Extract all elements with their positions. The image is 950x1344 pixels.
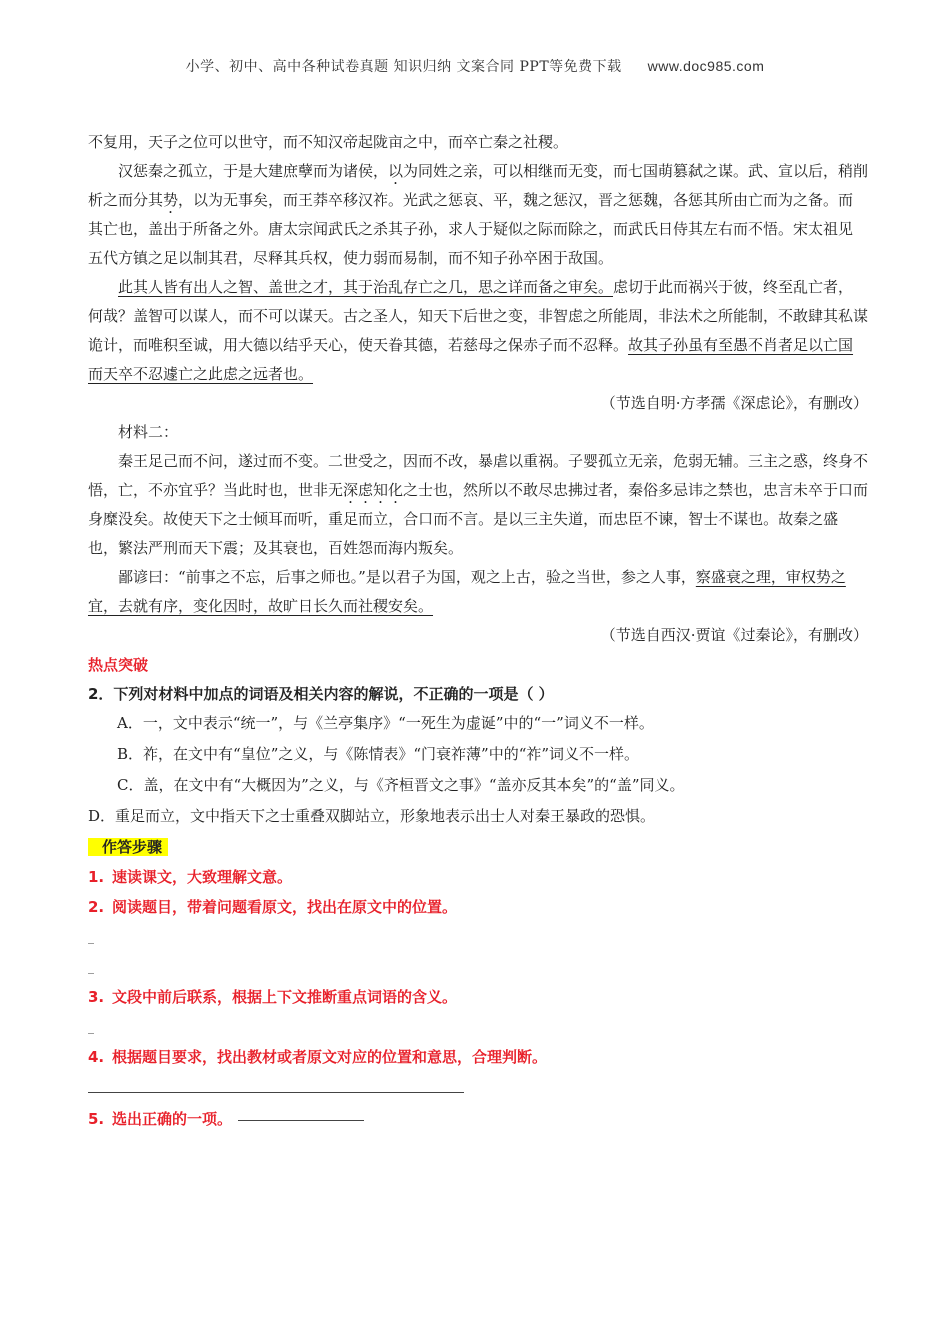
step-number: 5. (88, 1110, 105, 1128)
underlined-sentence: 察盛衰之理，审权势之宜，去就有序，变化因时，故旷日长久而社稷安矣。 (88, 568, 846, 615)
step-number: 3. (88, 988, 105, 1006)
option-d: D．重足而立，文中指天下之士重叠双脚站立，形象地表示出士人对秦王暴政的恐惧。 (88, 807, 656, 825)
steps-title: 作答步骤 (88, 838, 168, 856)
step-text: 速读课文，大致理解文意。 (112, 868, 293, 886)
header-url[interactable]: www.doc985.com (647, 58, 765, 74)
text-run: 鄙谚曰：“前事之不忘，后事之师也。”是以君子为国，观之上古，验之当世，参之人事， (118, 568, 696, 586)
passage1-source: （节选自明·方孝孺《深虑论》，有删改） (600, 394, 868, 412)
step-2 (88, 892, 868, 922)
question-stem: 2．下列对材料中加点的词语及相关内容的解说，不正确的一项是（ ） (88, 685, 554, 703)
answer-blank[interactable]: _ (88, 960, 94, 974)
option-c: C．盖，在文中有“大概因为”之义，与《齐桓晋文之事》“盖亦反其本矣”的“盖”同义。 (117, 776, 685, 794)
dotted-char: 重 (328, 510, 344, 528)
section-title: 热点突破 (88, 656, 149, 674)
dotted-char: 而 (358, 510, 374, 528)
header-text: 小学、初中、高中各种试卷真题 知识归纳 文案合同 PPT等免费下载 (185, 59, 622, 75)
document-body (88, 128, 868, 1134)
passage1-paragraph3 (88, 273, 868, 389)
step-text: 根据题目要求，找出教材或者原文对应的位置和意思，合理判断。 (112, 1048, 548, 1066)
page-header (0, 56, 950, 76)
step-number: 4. (88, 1048, 105, 1066)
steps-title-row (88, 832, 868, 862)
answer-line-row (88, 1072, 868, 1104)
step-3 (88, 982, 868, 1012)
step-4 (88, 1042, 868, 1072)
passage1-line0: 不复用，天子之位可以世守，而不知汉帝起陇亩之中，而卒亡秦之社稷。 (88, 133, 569, 151)
text-run: 。光武之惩哀、平，魏之惩汉，晋之惩魏，各惩其所由亡而为之备。而其亡也， (88, 191, 854, 238)
text-run: 秦王足己而不问，遂过而不变。二世受之，因而不改，暴虐以重祸。子婴孤立无亲，危弱无辅。三主之惑，终身不悟，亡，不亦宜乎？当此时也，世非无深虑知化之士也，然所以不敢尽忠拂过者，秦俗多忌讳之禁也，忠言未卒于口而身糜没矣。故使天下之士倾耳而听， (88, 452, 869, 528)
answer-line[interactable] (238, 1120, 364, 1121)
step-number: 2. (88, 898, 105, 916)
step-number: 1. (88, 868, 105, 886)
passage1-paragraph2 (88, 157, 868, 273)
dotted-char: 祚 (373, 191, 389, 209)
passage2-source: （节选自西汉·贾谊《过秦论》，有删改） (600, 626, 868, 644)
underlined-sentence: 此其人皆有出人之智、盖世之才，其于治乱存亡之几，思之详而备之审矣。 (118, 278, 614, 296)
passage2-paragraph1 (88, 447, 868, 563)
step-1 (88, 862, 868, 892)
step-text: 文段中前后联系，根据上下文推断重点词语的含义。 (112, 988, 458, 1006)
step-5 (88, 1104, 868, 1134)
passage2-label: 材料二： (118, 423, 179, 441)
dotted-char: 盖 (148, 220, 164, 238)
passage2-paragraph2 (88, 563, 868, 621)
text-run: 出于所备之外。唐太宗闻武氏之杀其子孙，求人于疑似之际而除之，而武氏日侍其左右而不悟。宋太祖见五代方镇之足以制其君，尽释其兵权，使力弱而易制，而不知子孙卒困于敌国。 (88, 220, 854, 267)
dotted-char: 立 (373, 510, 389, 528)
answer-blank[interactable]: _ (88, 930, 94, 944)
step-text: 阅读题目，带着问题看原文，找出在原文中的位置。 (112, 898, 458, 916)
text-run: 虑切于此而祸兴于彼，终至乱亡者，何哉？盖智可以谋人，而不可以谋天。古之圣人，知天下后世之变，非智虑之所能周，非法术之所能制，不敢肆其私谋诡计，而唯积至诚，用大德以结乎天心，使天眷其德，若慈母之保赤子而不忍释。 (88, 278, 869, 354)
option-a: A．一，文中表示“统一”，与《兰亭集序》“一死生为虚诞”中的“一”词义不一样。 (117, 714, 654, 732)
underlined-sentence: 故其子孙虽有至愚不肖者足以亡国而天卒不忍遽亡之此虑之远者也。 (88, 336, 854, 383)
text-run: 汉惩秦之孤立，于是大建庶孽而为诸侯，以为同姓之亲，可以相继而无变，而七国萌篡弑之谋。武、宣以后，稍削析之而分其势，以为无事矣，而王莽卒移汉 (88, 162, 869, 209)
option-b: B．祚，在文中有“皇位”之义，与《陈情表》“门衰祚薄”中的“祚”词义不一样。 (117, 745, 640, 763)
dotted-char: 足 (343, 510, 359, 528)
answer-line[interactable] (88, 1091, 464, 1093)
step-text: 选出正确的一项。 (112, 1110, 233, 1128)
text-run: ，合口而不言。是以三主失道，而忠臣不谏，智士不谋也。故秦之盛也，繁法严刑而天下震；及其衰也，百姓怨而海内叛矣。 (88, 510, 839, 557)
answer-blank[interactable]: _ (88, 1020, 94, 1034)
